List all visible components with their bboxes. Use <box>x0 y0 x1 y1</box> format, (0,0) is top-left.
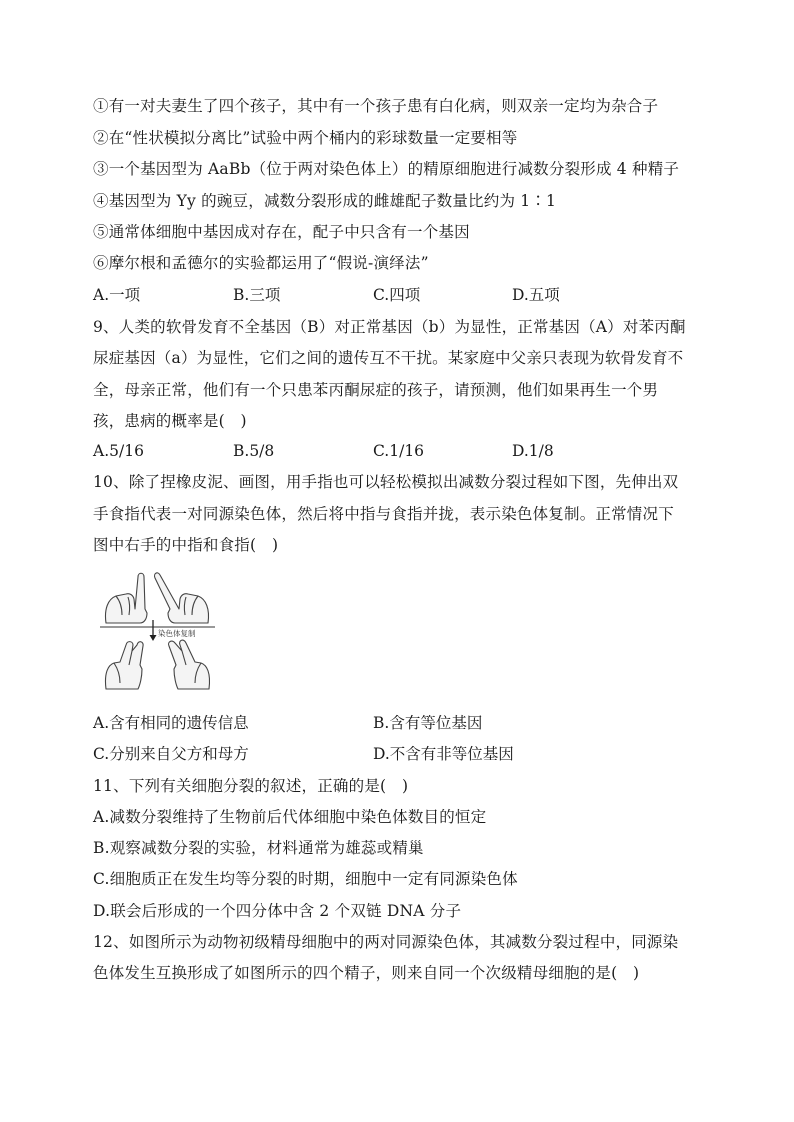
hands-illustration <box>100 565 215 693</box>
q8-option-b: B.三项 <box>233 286 281 304</box>
q8-option-a: A.一项 <box>93 286 141 304</box>
statement-6: ⑥摩尔根和孟德尔的实验都运用了“假说-演绎法” <box>93 254 429 272</box>
q11-option-b: B.观察减数分裂的实验，材料通常为雄蕊或精巢 <box>93 839 424 857</box>
q9-option-b: B.5/8 <box>233 442 275 460</box>
q8-option-d: D.五项 <box>512 286 560 304</box>
figure-label: 染色体复制 <box>158 629 196 638</box>
q10-stem-line-1: 10、除了捏橡皮泥、画图，用手指也可以轻松模拟出减数分裂过程如下图，先伸出双 <box>93 473 679 491</box>
q11-option-a: A.减数分裂维持了生物前后代体细胞中染色体数目的恒定 <box>93 808 487 826</box>
q10-option-b: B.含有等位基因 <box>373 714 483 732</box>
hands-figure <box>100 565 215 693</box>
q9-stem-line-2: 尿症基因（a）为显性，它们之间的遗传互不干扰。某家庭中父亲只表现为软骨发育不 <box>93 349 684 367</box>
q11-option-d: D.联会后形成的一个四分体中含 2 个双链 DNA 分子 <box>93 902 462 920</box>
q10-stem-line-2: 手食指代表一对同源染色体，然后将中指与食指并拢，表示染色体复制。正常情况下 <box>93 505 674 523</box>
statement-5: ⑤通常体细胞中基因成对存在，配子中只含有一个基因 <box>93 223 470 241</box>
q12-stem-line-2: 色体发生互换形成了如图所示的四个精子，则来自同一个次级精母细胞的是( ) <box>93 964 640 982</box>
q10-option-c: C.分别来自父方和母方 <box>93 745 249 763</box>
q9-stem-line-1: 9、人类的软骨发育不全基因（B）对正常基因（b）为显性，正常基因（A）对苯丙酮 <box>93 318 686 336</box>
statement-2: ②在“性状模拟分离比”试验中两个桶内的彩球数量一定要相等 <box>93 129 518 147</box>
q9-option-d: D.1/8 <box>512 442 554 460</box>
q11-option-c: C.细胞质正在发生均等分裂的时期，细胞中一定有同源染色体 <box>93 870 518 888</box>
q11-stem: 11、下列有关细胞分裂的叙述，正确的是( ) <box>93 777 409 795</box>
bottom-left-hand <box>105 642 143 689</box>
q12-stem-line-1: 12、如图所示为动物初级精母细胞中的两对同源染色体，其减数分裂过程中，同源染 <box>93 933 679 951</box>
q9-stem-line-3: 全，母亲正常，他们有一个只患苯丙酮尿症的孩子，请预测，他们如果再生一个男 <box>93 381 659 399</box>
q8-option-c: C.四项 <box>373 286 421 304</box>
q10-option-a: A.含有相同的遗传信息 <box>93 714 249 732</box>
top-right-hand <box>155 573 209 623</box>
arrow-head-icon <box>150 635 157 641</box>
bottom-right-hand <box>169 640 210 689</box>
q9-stem-line-4: 孩，患病的概率是( ) <box>93 412 247 430</box>
statement-3: ③一个基因型为 AaBb（位于两对染色体上）的精原细胞进行减数分裂形成 4 种精子 <box>93 160 680 178</box>
q9-option-a: A.5/16 <box>93 442 144 460</box>
statement-4: ④基因型为 Yy 的豌豆，减数分裂形成的雌雄配子数量比约为 1∶1 <box>93 192 557 210</box>
q10-stem-line-3: 图中右手的中指和食指( ) <box>93 536 279 554</box>
q10-option-d: D.不含有非等位基因 <box>373 745 514 763</box>
q9-option-c: C.1/16 <box>373 442 425 460</box>
statement-1: ①有一对夫妻生了四个孩子，其中有一个孩子患有白化病，则双亲一定均为杂合子 <box>93 97 659 115</box>
top-left-hand <box>105 573 147 623</box>
